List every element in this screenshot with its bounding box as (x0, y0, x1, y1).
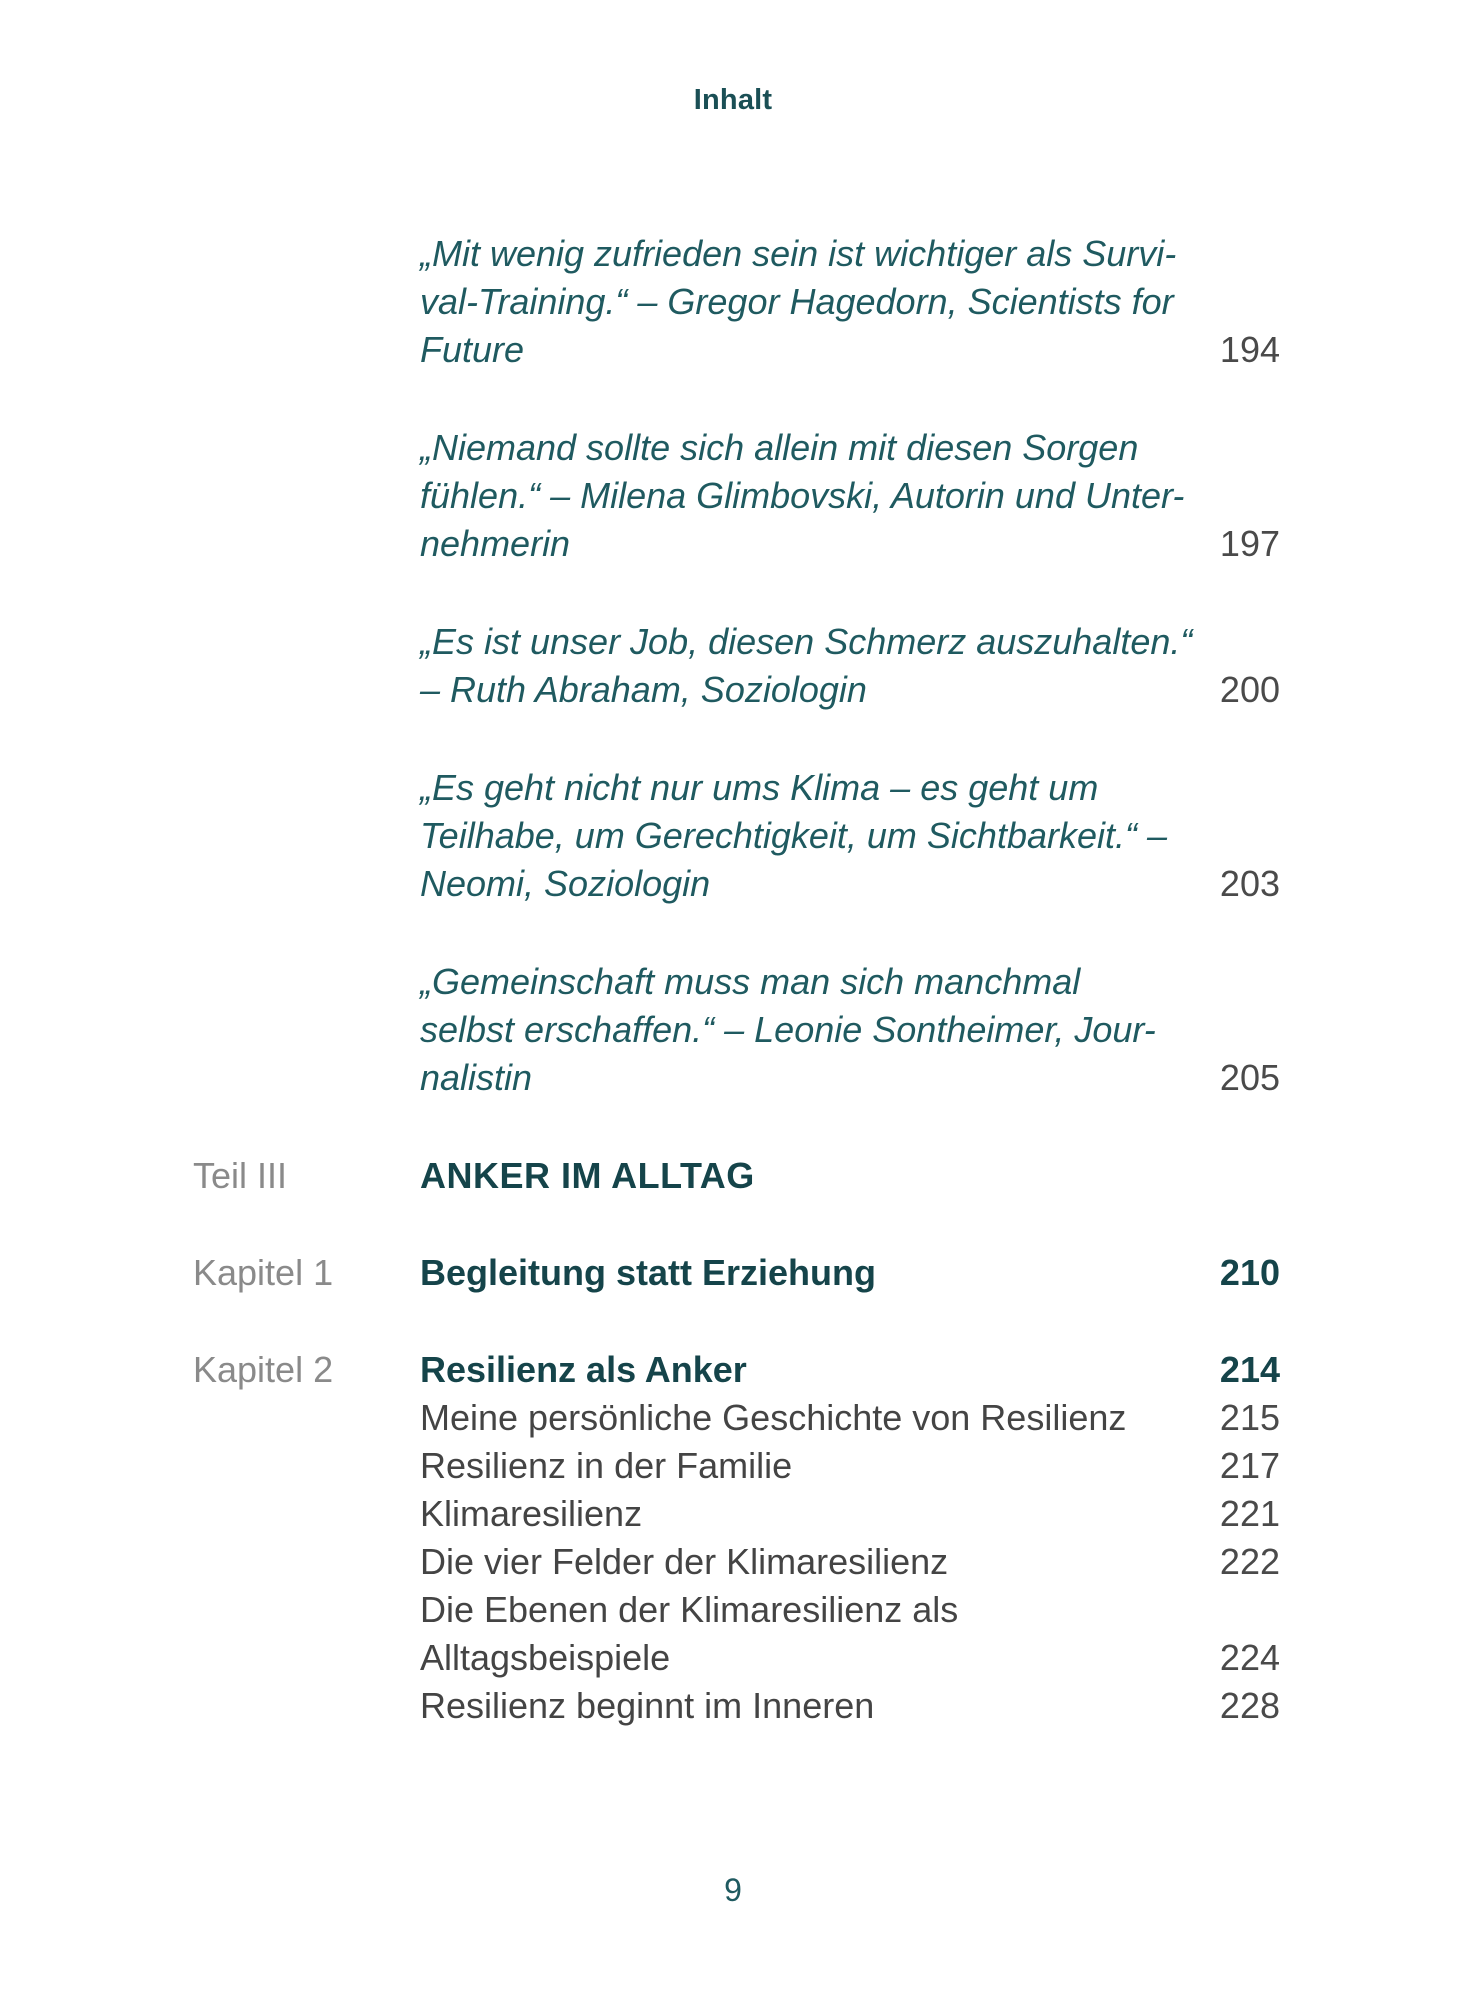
quote-text (420, 230, 1177, 374)
quote-line: Teilhabe, um Gerechtigkeit, um Sichtbarkeit.“ – (420, 815, 1168, 856)
running-header: Inhalt (693, 84, 773, 116)
subsection-title (420, 1586, 1160, 1682)
quote-line: „Gemeinschaft muss man sich manchmal (420, 961, 1081, 1002)
quote-line: Future (420, 329, 525, 370)
quote-line: val-Training.“ – Gregor Hagedorn, Scientists for (420, 281, 1174, 322)
quote-line: nalistin (420, 1057, 533, 1098)
page-number: 210 (1219, 1252, 1280, 1293)
quote-line: – Ruth Abraham, Soziologin (420, 669, 867, 710)
chapter-title: Resilienz als Anker (420, 1349, 747, 1390)
chapter-title: Begleitung statt Erziehung (420, 1252, 877, 1293)
quote-line: „Mit wenig zufrieden sein ist wichtiger als Survi- (420, 233, 1177, 274)
chapter-label: Kapitel 2 (193, 1349, 334, 1390)
page-number: 194 (1219, 329, 1280, 370)
subsection-title (420, 1394, 1160, 1442)
part-title: ANKER IM ALLTAG (420, 1155, 755, 1196)
page-number: 228 (1219, 1685, 1280, 1726)
subsection-title (420, 1682, 1160, 1730)
quote-line: „Niemand sollte sich allein mit diesen Sorgen (420, 427, 1139, 468)
quote-line: „Es ist unser Job, diesen Schmerz auszuhalten.“ (420, 621, 1193, 662)
quote-line: „Es geht nicht nur ums Klima – es geht um (420, 767, 1099, 808)
page-footer-number: 9 (724, 1872, 742, 1908)
quote-text (420, 618, 1193, 714)
page-number: 200 (1219, 669, 1280, 710)
page-number: 203 (1219, 863, 1280, 904)
subsection-line: Meine persönliche Geschichte von Resilienz (420, 1397, 1127, 1438)
page-number: 205 (1219, 1057, 1280, 1098)
chapter-label: Kapitel 1 (193, 1252, 334, 1293)
page-number: 215 (1219, 1397, 1280, 1438)
page-number: 197 (1219, 523, 1280, 564)
subsection-line: Alltagsbeispiele (420, 1637, 671, 1678)
quote-text (420, 764, 1168, 908)
quote-line: Neomi, Soziologin (420, 863, 711, 904)
subsection-title (420, 1490, 1160, 1538)
page-number: 214 (1219, 1349, 1280, 1390)
subsection-line: Die Ebenen der Klimaresilienz als (420, 1589, 959, 1630)
subsection-title (420, 1442, 1160, 1490)
subsection-line: Klimaresilienz (420, 1493, 643, 1534)
subsection-line: Die vier Felder der Klimaresilienz (420, 1541, 949, 1582)
page-number: 222 (1219, 1541, 1280, 1582)
quote-text (420, 424, 1185, 568)
page-number: 217 (1219, 1445, 1280, 1486)
page-number: 221 (1219, 1493, 1280, 1534)
quote-line: selbst erschaffen.“ – Leonie Sontheimer, Jour- (420, 1009, 1156, 1050)
page-number: 224 (1219, 1637, 1280, 1678)
subsection-title (420, 1538, 1160, 1586)
subsection-line: Resilienz beginnt im Inneren (420, 1685, 875, 1726)
subsection-line: Resilienz in der Familie (420, 1445, 793, 1486)
quote-text (420, 958, 1160, 1102)
quote-line: fühlen.“ – Milena Glimbovski, Autorin und Unter- (420, 475, 1185, 516)
part-label: Teil III (193, 1155, 288, 1196)
quote-line: nehmerin (420, 523, 571, 564)
